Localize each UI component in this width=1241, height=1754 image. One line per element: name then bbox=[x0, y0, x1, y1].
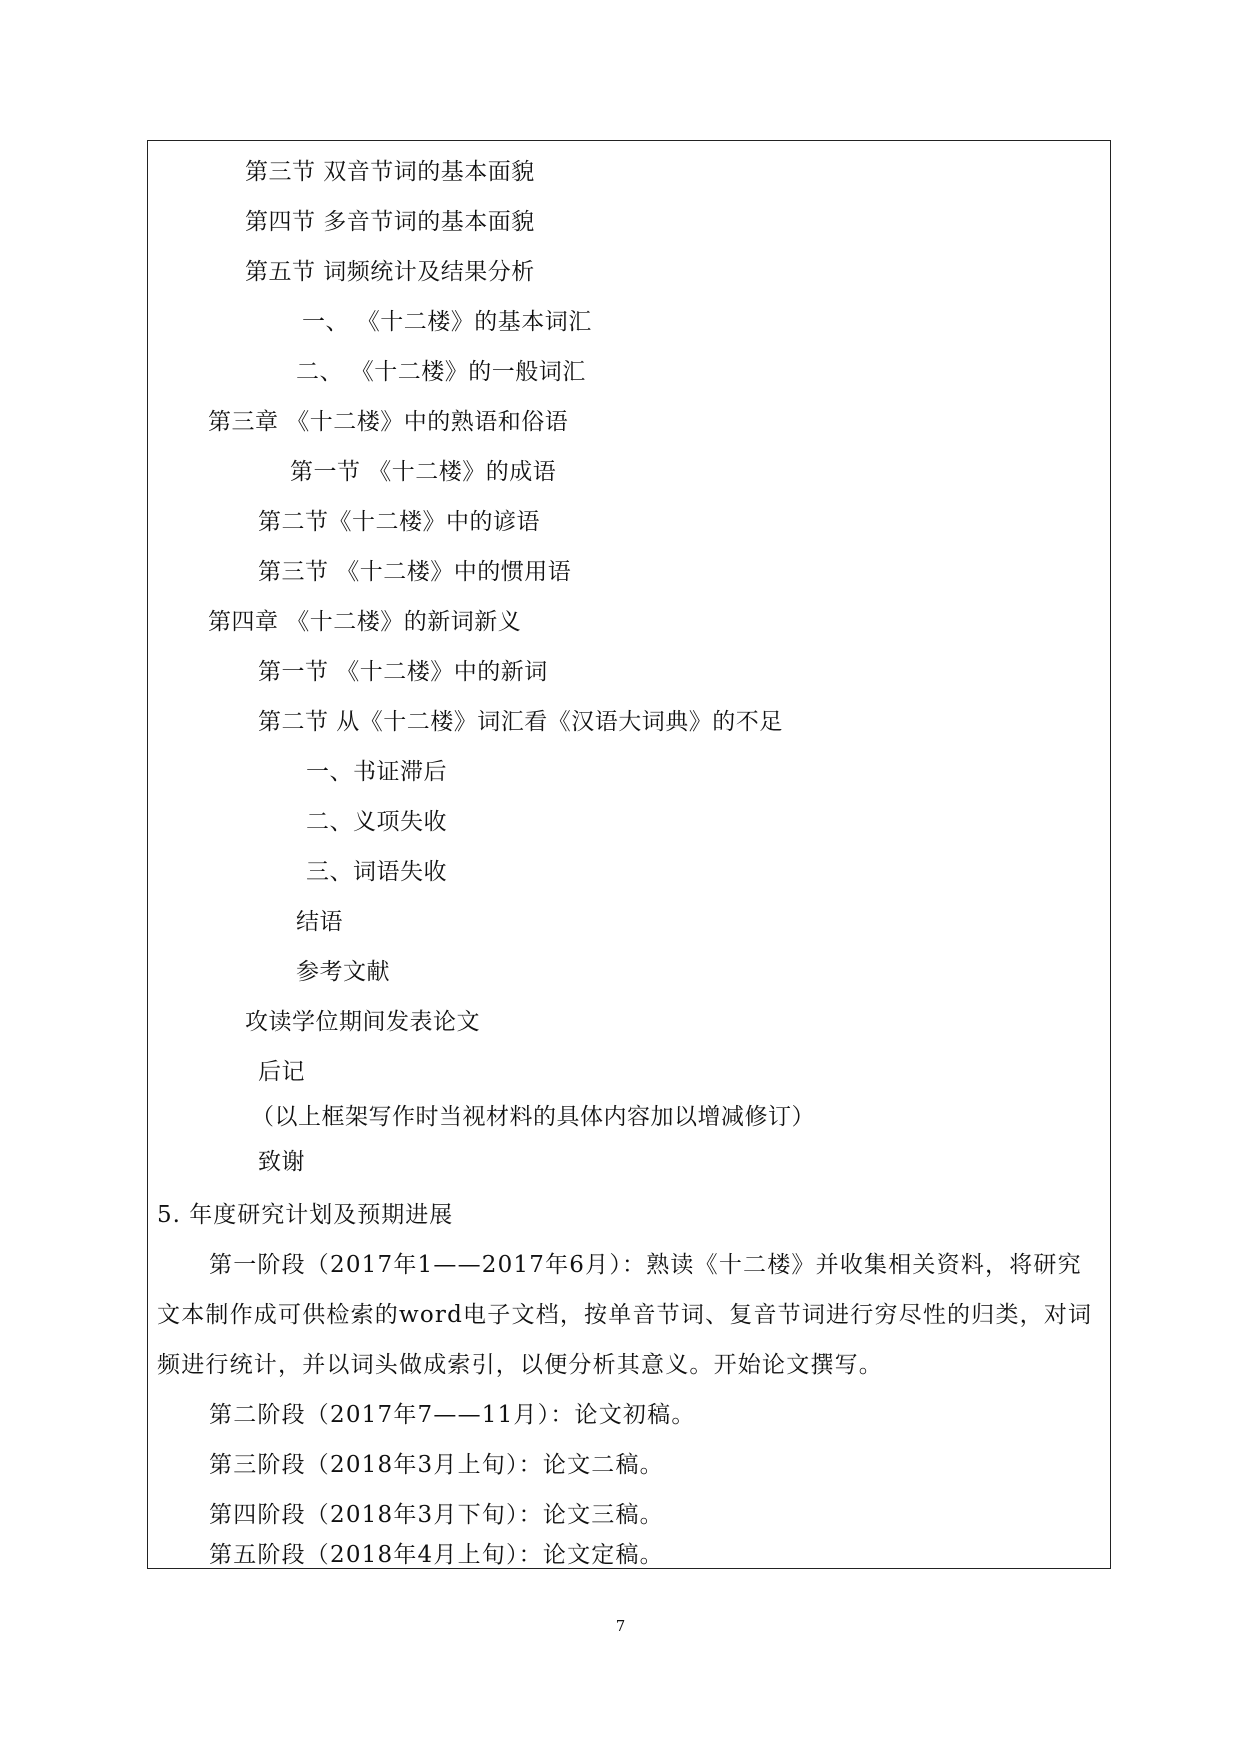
outline-item-ch4-sub-2: 二、义项失收 bbox=[306, 809, 447, 835]
plan-phase-3: 第三阶段（2018年3月上旬）：论文二稿。 bbox=[209, 1452, 664, 1478]
outline-item-section-4: 第四节 多音节词的基本面貌 bbox=[245, 209, 535, 235]
outline-item-publications: 攻读学位期间发表论文 bbox=[245, 1009, 480, 1035]
outline-item-ch3-section-2: 第二节《十二楼》中的谚语 bbox=[258, 509, 540, 535]
outline-note: （以上框架写作时当视材料的具体内容加以增减修订） bbox=[251, 1104, 815, 1130]
outline-item-references: 参考文献 bbox=[296, 959, 390, 985]
outline-item-chapter-4: 第四章 《十二楼》的新词新义 bbox=[208, 609, 522, 635]
plan-heading: 5. 年度研究计划及预期进展 bbox=[157, 1202, 454, 1228]
outline-item-ch4-sub-1: 一、书证滞后 bbox=[306, 759, 447, 785]
outline-item-chapter-3: 第三章 《十二楼》中的熟语和俗语 bbox=[208, 409, 569, 435]
plan-phase-4: 第四阶段（2018年3月下旬）：论文三稿。 bbox=[209, 1502, 664, 1528]
outline-item-postscript: 后记 bbox=[258, 1059, 305, 1085]
plan-phase-1: 第一阶段（2017年1——2017年6月）：熟读《十二楼》并收集相关资料，将研究文本制作成可供检索的word电子文档，按单音节词、复音节词进行穷尽性的归类，对词频进行统计，并以词头做成索引，以便分析其意义。开始论文撰写。 bbox=[157, 1252, 1093, 1378]
outline-item-section-5: 第五节 词频统计及结果分析 bbox=[245, 259, 535, 285]
outline-item-sub-1: 一、 《十二楼》的基本词汇 bbox=[302, 309, 592, 335]
outline-item-ch4-section-2: 第二节 从《十二楼》词汇看《汉语大词典》的不足 bbox=[258, 709, 783, 735]
page-number: 7 bbox=[615, 1617, 626, 1635]
outline-item-acknowledgements: 致谢 bbox=[258, 1149, 305, 1175]
outline-item-ch4-section-1: 第一节 《十二楼》中的新词 bbox=[258, 659, 548, 685]
outline-item-section-3: 第三节 双音节词的基本面貌 bbox=[245, 159, 535, 185]
plan-phase-2: 第二阶段（2017年7——11月）：论文初稿。 bbox=[209, 1402, 696, 1428]
outline-item-ch3-section-3: 第三节 《十二楼》中的惯用语 bbox=[258, 559, 572, 585]
outline-item-ch4-sub-3: 三、词语失收 bbox=[306, 859, 447, 885]
outline-item-sub-2: 二、 《十二楼》的一般词汇 bbox=[296, 359, 586, 385]
plan-phase-5: 第五阶段（2018年4月上旬）：论文定稿。 bbox=[209, 1542, 664, 1568]
outline-item-ch3-section-1: 第一节 《十二楼》的成语 bbox=[290, 459, 557, 485]
outline-item-conclusion: 结语 bbox=[296, 909, 343, 935]
